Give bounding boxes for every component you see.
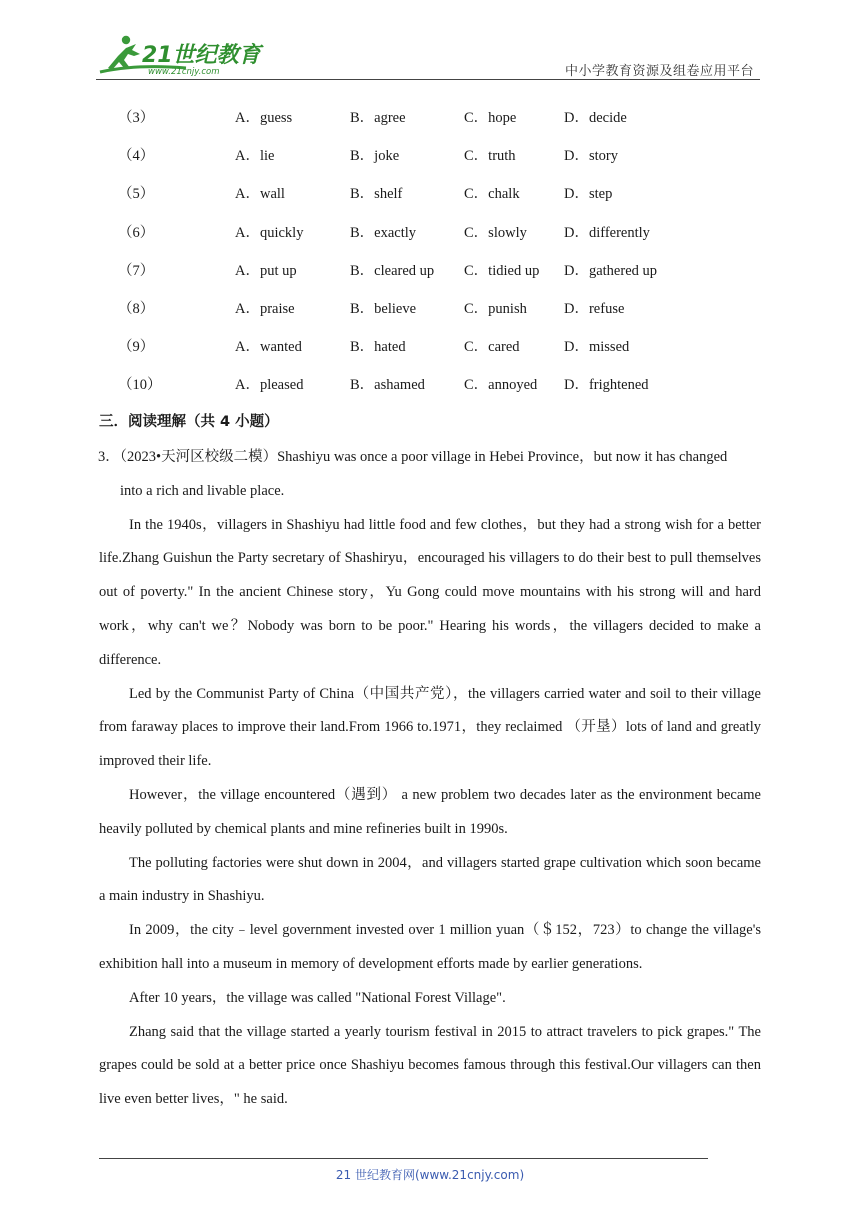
passage-paragraph: Led by the Communist Party of China（中国共产党），the villagers carried water and soil to their village from faraway places to improve their land.From 1966 to.1971，they reclaimed （开垦）lots of land and greatly improved their life. [99,685,761,770]
passage-paragraph: The polluting factories were shut down in 2004，and villagers started grape cultivation which soon became a main industry in Shashiyu. [99,854,761,905]
option-a: A．put up [235,262,297,279]
passage-paragraph: After 10 years，the village was called "National Forest Village". [129,989,506,1006]
option-b: B．hated [350,339,406,356]
answer-options [0,103,860,409]
option-row-10 [0,370,860,408]
option-b: B．shelf [350,186,403,203]
option-b: B．agree [350,110,406,126]
site-logo [96,34,266,78]
option-d: D．decide [564,110,627,126]
option-row-4 [0,141,860,179]
question-stem-continued: into a rich and livable place. [120,482,285,499]
question-number: （8） [118,300,155,317]
option-d: D．frightened [564,377,649,394]
header-divider [96,79,760,80]
option-row-3 [0,103,860,141]
section-title: 三．阅读理解（共 4 小题） [99,414,279,430]
question-number: （6） [118,224,155,241]
passage-paragraph: In 2009，the city﹣level government invested over 1 million yuan（＄152，723）to change the village's exhibition hall into a museum in memory of development efforts made by earlier generations. [99,922,761,972]
option-a: A．guess [235,110,293,126]
option-row-8 [0,294,860,332]
option-row-7 [0,256,860,294]
footer-divider [99,1158,708,1159]
option-c: C．chalk [464,186,520,203]
reading-passage [99,441,761,1117]
question-number: （5） [118,186,155,203]
option-a: A．wall [235,186,285,203]
option-a: A．wanted [235,339,302,356]
option-b: B．cleared up [350,262,435,279]
option-d: D．refuse [564,300,625,317]
passage-paragraph: Zhang said that the village started a yearly tourism festival in 2015 to attract travelers to pick grapes." The grapes could be sold at a better price once Shashiyu becomes famous through this festival.Our villagers can then live even better lives，" he said. [99,1023,761,1108]
question-number: （3） [118,110,155,126]
option-b: B．exactly [350,224,417,241]
question-number: （9） [118,339,155,356]
option-c: C．truth [464,148,516,165]
option-c: C．punish [464,300,527,317]
option-c: C．slowly [464,224,527,241]
option-d: D．story [564,148,618,165]
option-a: A．quickly [235,224,304,241]
option-a: A．pleased [235,377,304,394]
page-footer: 21 世纪教育网(www.21cnjy.com) [335,1168,525,1182]
option-d: D．differently [564,224,650,241]
passage-paragraph: In the 1940s，villagers in Shashiyu had little food and few clothes，but they had a strong wish for a better life.Zhang Guishun the Party secretary of Shashiryu，encouraged his villagers to do their best to pull themselves out of poverty." In the ancient Chinese story，Yu Gong could move mountains with his strong will and hard work，why can't we？Nobody was born to be poor." Hearing his words，the villagers decided to make a difference. [99,516,761,668]
passage-paragraph: However，the village encountered（遇到） a new problem two decades later as the environment became heavily polluted by chemical plants and mine refineries built in 1990s. [99,786,761,837]
option-b: B．joke [350,148,400,165]
option-b: B．ashamed [350,377,425,394]
platform-name: 中小学教育资源及组卷应用平台 [564,64,754,79]
option-d: D．missed [564,339,630,356]
page-header [96,34,760,80]
option-a: A．praise [235,300,295,317]
option-c: C．annoyed [464,377,538,394]
option-d: D．gathered up [564,262,658,279]
option-row-9 [0,332,860,370]
option-c: C．cared [464,339,520,356]
option-b: B．believe [350,300,417,317]
option-c: C．hope [464,110,517,126]
option-row-6 [0,218,860,256]
question-number: （7） [118,262,155,279]
logo-url: www.21cnjy.com [148,67,220,77]
question-stem: 3．（2023•天河区校级二模）Shashiyu was once a poor village in Hebei Province，but now it has changed [98,449,728,465]
option-row-5 [0,179,860,217]
option-d: D．step [564,186,613,203]
question-number: （4） [118,148,155,165]
option-a: A．lie [235,148,275,165]
question-number: （10） [118,377,162,394]
logo-text: 21世纪教育 [142,43,261,68]
option-c: C．tidied up [464,262,540,279]
